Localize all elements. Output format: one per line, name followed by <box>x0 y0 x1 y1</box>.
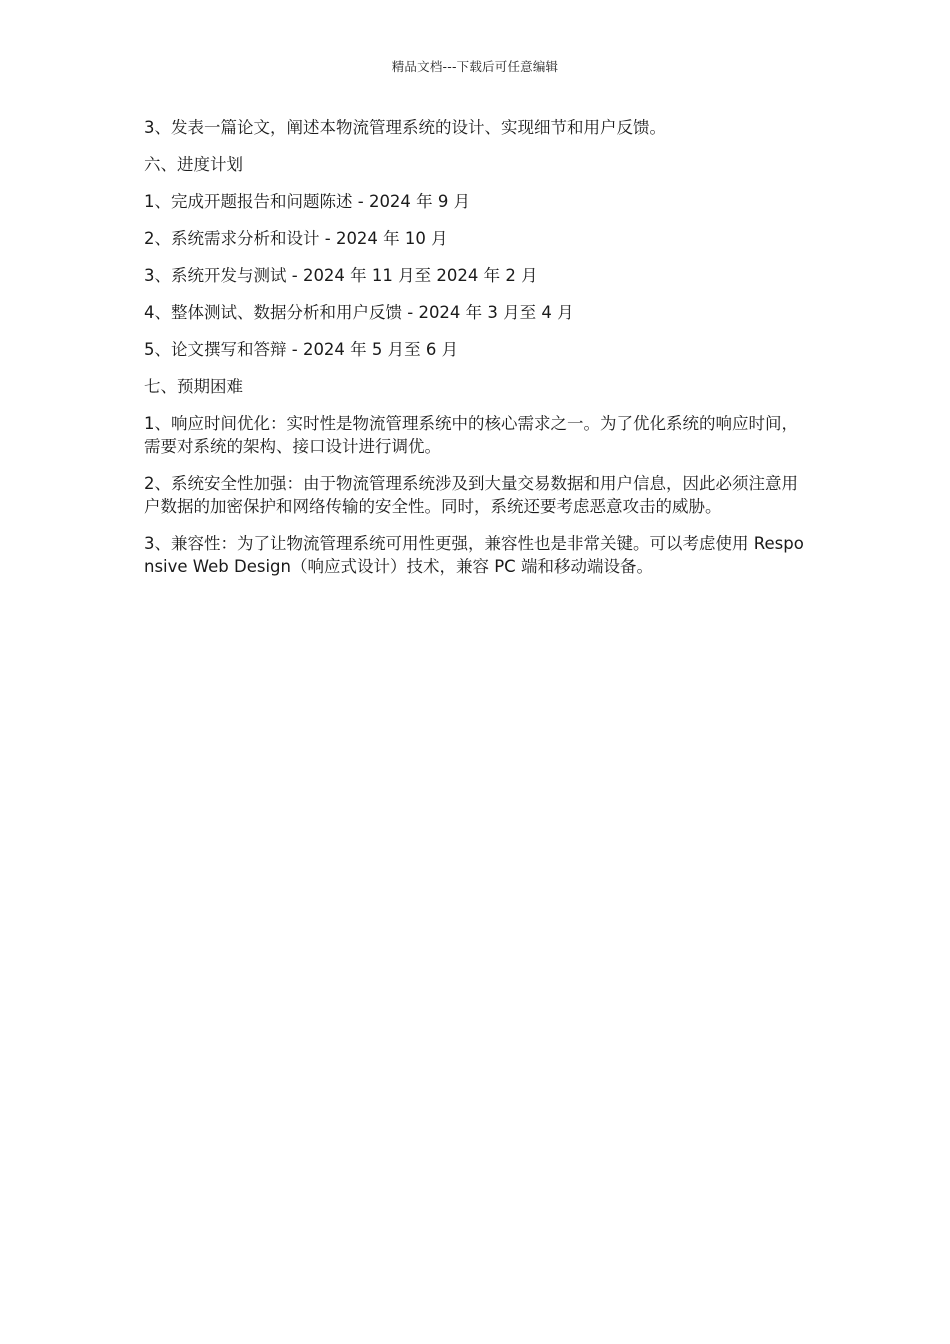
difficulty-item-2: 2、系统安全性加强：由于物流管理系统涉及到大量交易数据和用户信息，因此必须注意用户数据的加密保护和网络传输的安全性。同时，系统还要考虑恶意攻击的威胁。 <box>144 474 798 516</box>
schedule-item-1: 1、完成开题报告和问题陈述 - 2024 年 9 月 <box>144 192 471 211</box>
section-heading-schedule: 六、进度计划 <box>144 155 243 174</box>
page-header: 精品文档---下载后可任意编辑 <box>391 59 559 74</box>
schedule-item-5: 5、论文撰写和答辩 - 2024 年 5 月至 6 月 <box>144 340 459 359</box>
schedule-item-3: 3、系统开发与测试 - 2024 年 11 月至 2024 年 2 月 <box>144 266 538 285</box>
difficulty-item-1: 1、响应时间优化：实时性是物流管理系统中的核心需求之一。为了优化系统的响应时间，需要对系统的架构、接口设计进行调优。 <box>144 414 798 456</box>
document-body <box>144 116 809 592</box>
paragraph-publish-paper: 3、发表一篇论文，阐述本物流管理系统的设计、实现细节和用户反馈。 <box>144 118 666 137</box>
schedule-item-4: 4、整体测试、数据分析和用户反馈 - 2024 年 3 月至 4 月 <box>144 303 574 322</box>
section-heading-difficulties: 七、预期困难 <box>144 377 243 396</box>
difficulty-item-3: 3、兼容性：为了让物流管理系统可用性更强，兼容性也是非常关键。可以考虑使用 Responsive Web Design（响应式设计）技术，兼容 PC 端和移动端设备。 <box>144 534 804 576</box>
schedule-item-2: 2、系统需求分析和设计 - 2024 年 10 月 <box>144 229 448 248</box>
